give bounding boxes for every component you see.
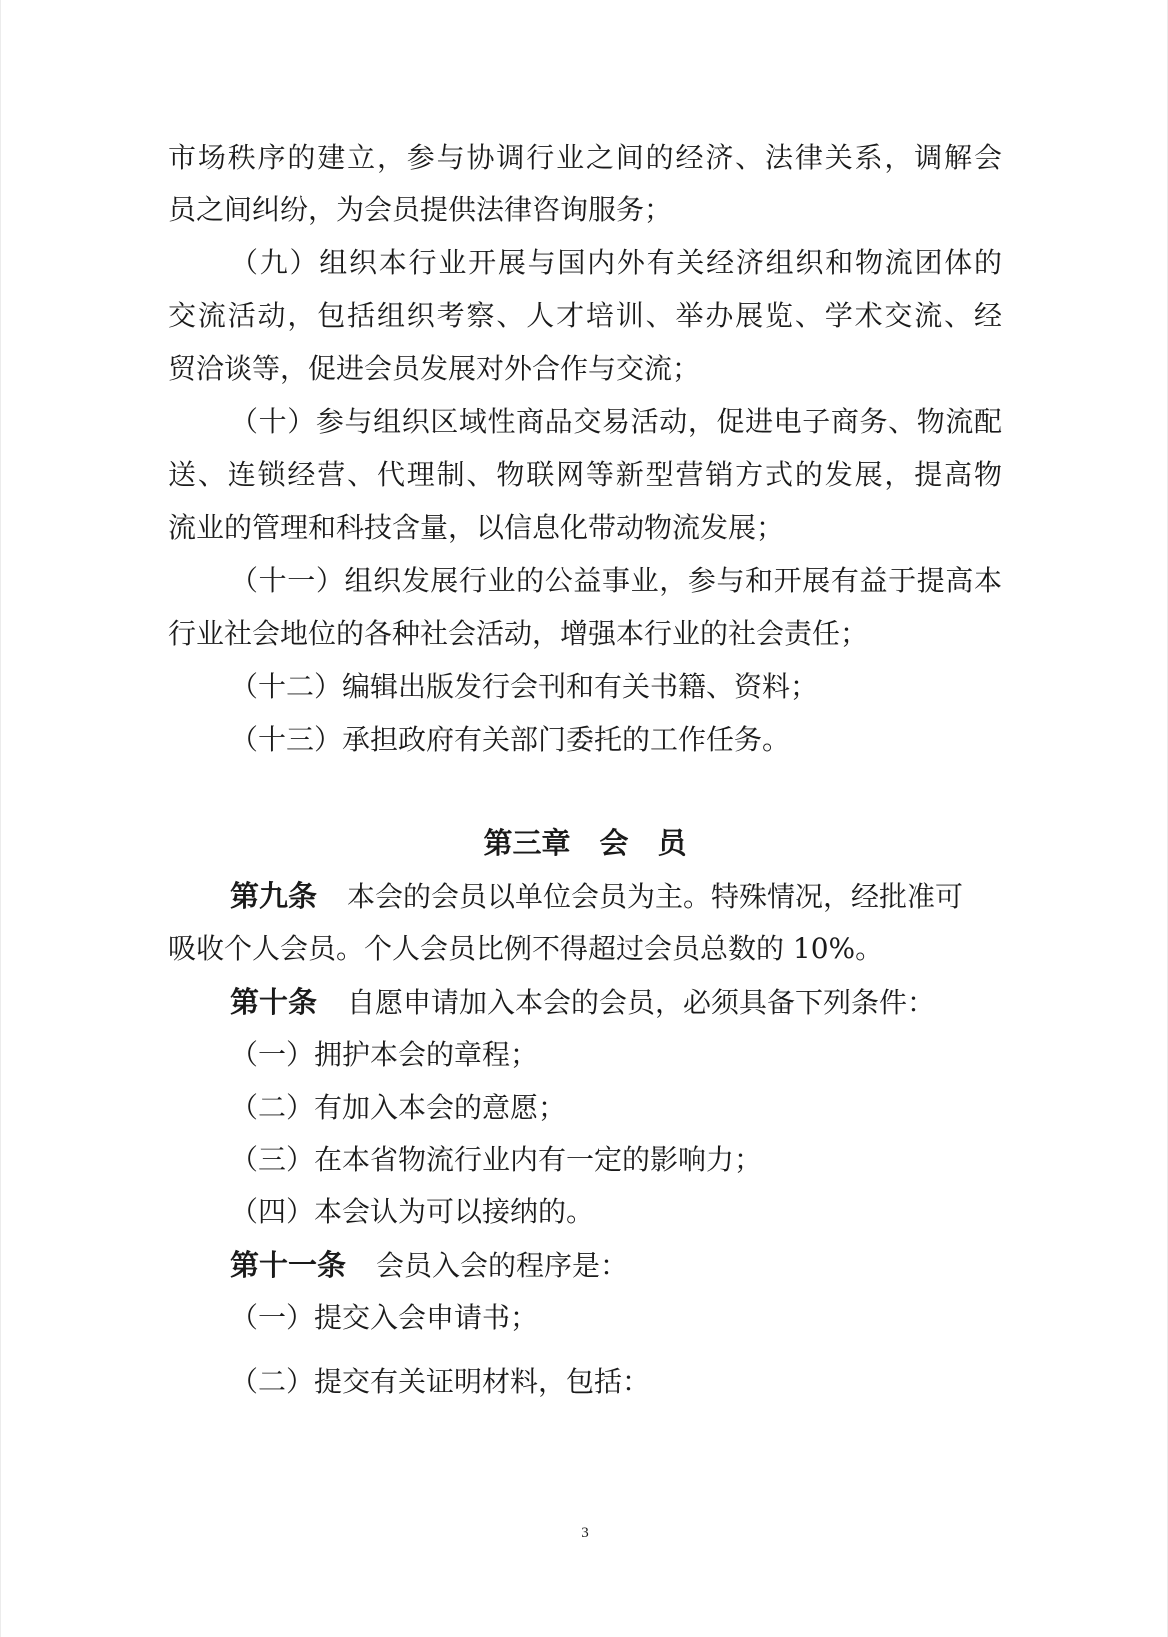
page-number: 3 xyxy=(581,1525,589,1541)
article-text: 自愿申请加入本会的会员，必须具备下列条件： xyxy=(347,986,936,1019)
paragraph-line: 流业的管理和科技含量，以信息化带动物流发展； xyxy=(168,511,785,544)
list-item: （二）提交有关证明材料，包括： xyxy=(230,1365,651,1398)
paragraph-line: （十三）承担政府有关部门委托的工作任务。 xyxy=(230,723,791,756)
paragraph-line: （十二）编辑出版发行会刊和有关书籍、资料； xyxy=(230,670,819,703)
paragraph-line: 送、连锁经营、代理制、物联网等新型营销方式的发展，提高物 xyxy=(168,458,1002,491)
paragraph-line: 员之间纠纷，为会员提供法律咨询服务； xyxy=(168,193,673,226)
list-item: （一）拥护本会的章程； xyxy=(230,1038,539,1071)
paragraph-line: （十一）组织发展行业的公益事业，参与和开展有益于提高本 xyxy=(230,564,1002,597)
list-item: （四）本会认为可以接纳的。 xyxy=(230,1195,595,1228)
article-text: 会员入会的程序是： xyxy=(376,1249,629,1282)
list-item: （二）有加入本会的意愿； xyxy=(230,1091,567,1124)
paragraph-line: 吸收个人会员。个人会员比例不得超过会员总数的 10%。 xyxy=(168,932,884,965)
list-item: （一）提交入会申请书； xyxy=(230,1301,539,1334)
paragraph-line: 贸洽谈等，促进会员发展对外合作与交流； xyxy=(168,352,701,385)
article-label: 第十条 xyxy=(230,985,318,1019)
paragraph-line: （九）组织本行业开展与国内外有关经济组织和物流团体的 xyxy=(230,246,1002,279)
article-11 xyxy=(230,1245,628,1285)
paragraph-line: 市场秩序的建立，参与协调行业之间的经济、法律关系，调解会 xyxy=(168,141,1002,174)
article-label: 第十一条 xyxy=(230,1248,347,1282)
list-item: （三）在本省物流行业内有一定的影响力； xyxy=(230,1143,763,1176)
article-10 xyxy=(230,982,935,1022)
article-label: 第九条 xyxy=(230,879,318,913)
paragraph-line: （十）参与组织区域性商品交易活动，促进电子商务、物流配 xyxy=(230,405,1002,438)
chapter-title: 第三章 会 员 xyxy=(483,826,687,860)
article-text: 本会的会员以单位会员为主。特殊情况，经批准可 xyxy=(347,880,964,913)
paragraph-line: 行业社会地位的各种社会活动，增强本行业的社会责任； xyxy=(168,617,869,650)
paragraph-line: 交流活动，包括组织考察、人才培训、举办展览、学术交流、经 xyxy=(168,299,1002,332)
article-9 xyxy=(230,876,1002,916)
